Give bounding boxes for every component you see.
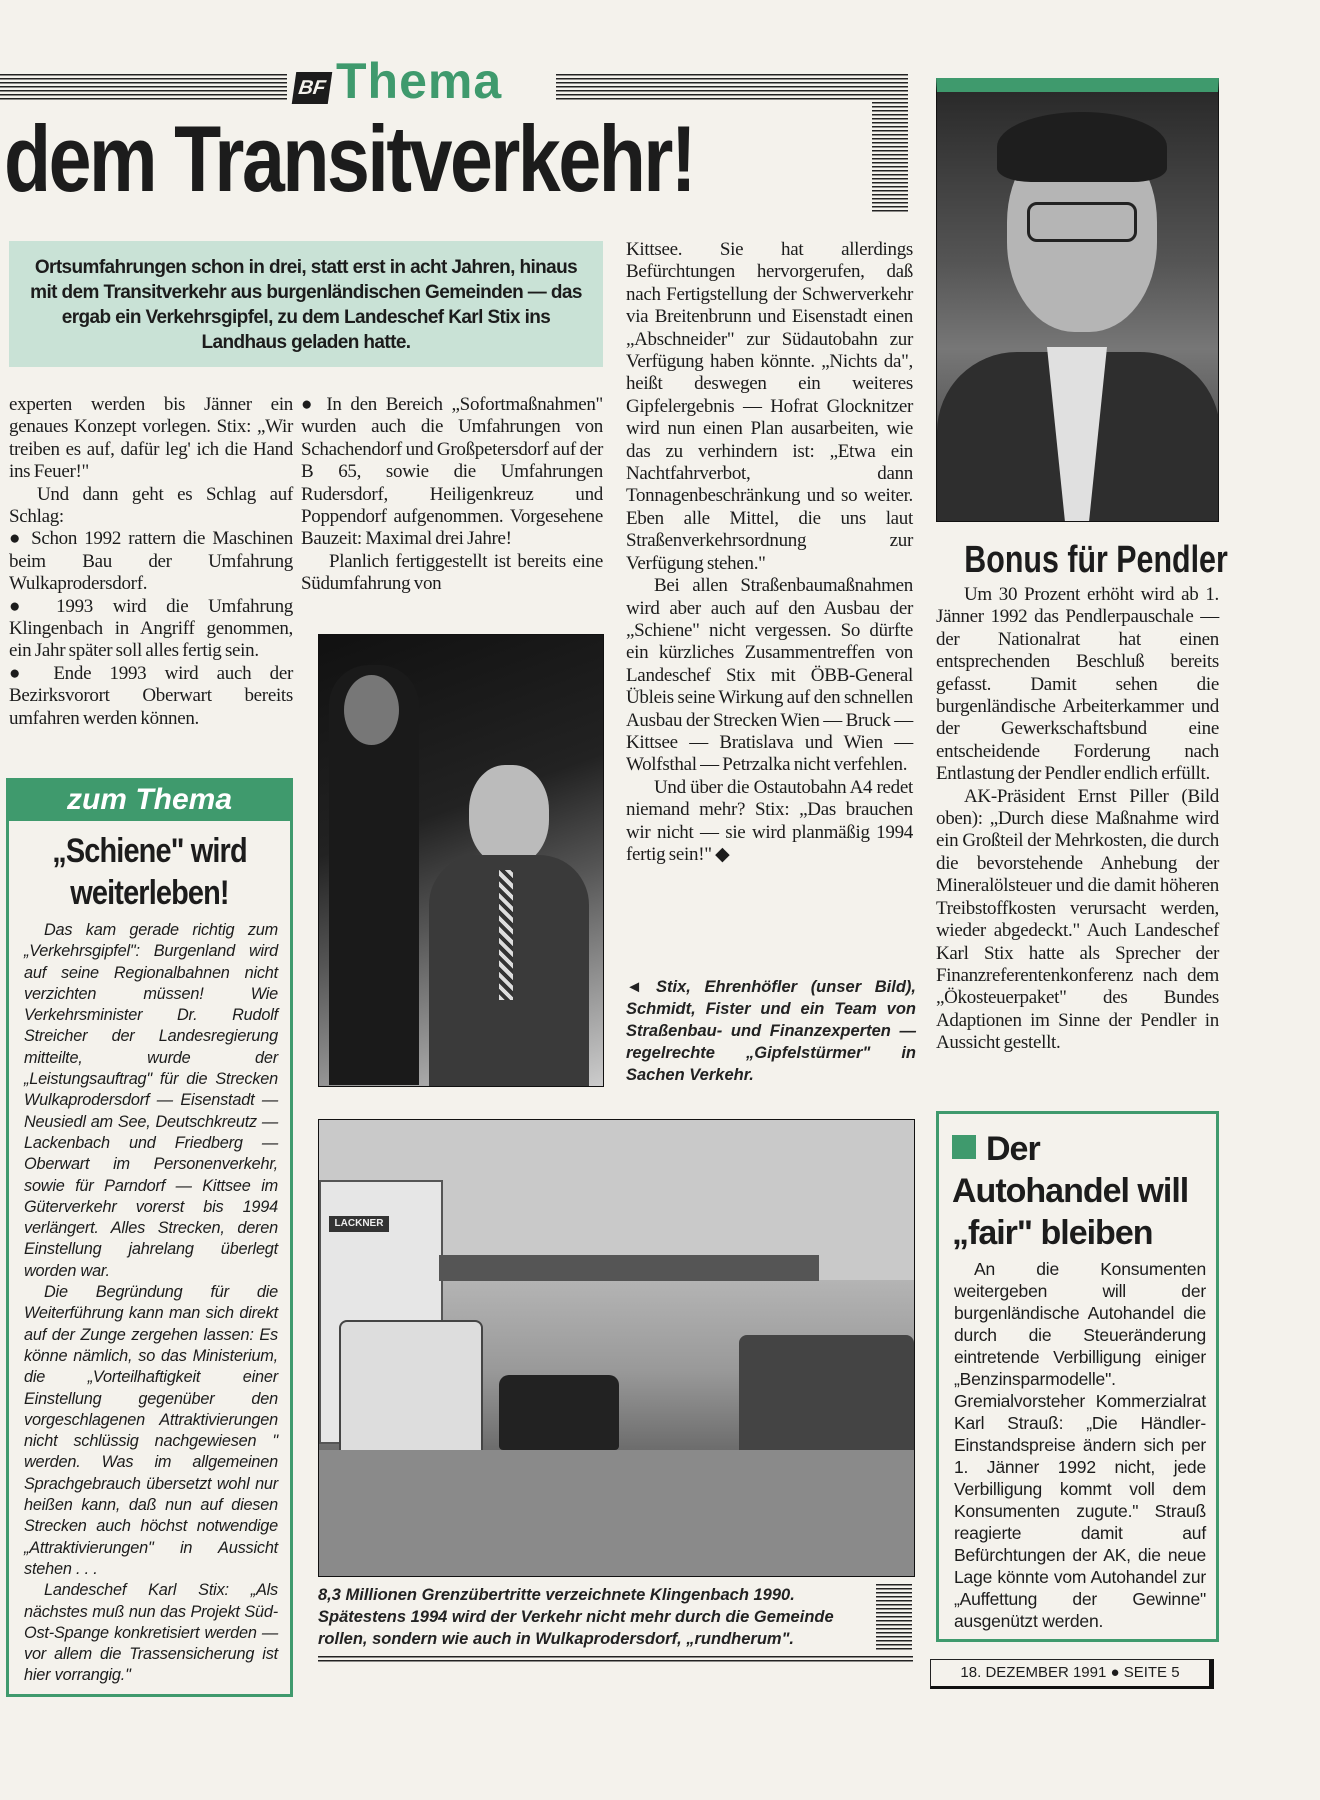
article-column-1 xyxy=(9,394,293,730)
bf-logo: BF xyxy=(292,72,332,104)
zum-thema-label: zum Thema xyxy=(6,778,293,821)
autohandel-title xyxy=(952,1128,1212,1254)
bullet-item: ● Schon 1992 rattern die Maschinen beim Bau der Umfahrung Wulkaprodersdorf. xyxy=(9,528,293,595)
autohandel-body xyxy=(954,1258,1206,1632)
section-kicker: Thema xyxy=(336,53,503,109)
paragraph: Kittsee. Sie hat allerdings Befürchtungen hervorgerufen, daß nach Fertigstellung der Schwerverkehr via Breitenbrunn und Eisenstadt einen „Abschneider" zur Südautobahn zur Verfügung haben könnte. „Nichts da", heißt deswegen ein weiteres Gipfelergebnis — Hofrat Glocknitzer wird nun einen Plan ausarbeiten, wie das zu verhindern ist: „Etwa ein Nachtfahrverbot, dann Tonnagenbeschränkung und so weiter. Eben alle Mittel, die uns laut Straßenverkehrsordnung zur Verfügung stehen." xyxy=(626,239,913,574)
zum-thema-title: „Schiene" wird weiterleben! xyxy=(52,832,247,912)
headline: dem Transitverkehr! xyxy=(4,106,695,211)
paragraph: experten werden bis Jänner ein genaues Konzept vorlegen. Stix: „Wir treiben es auf, dafür leg' ich die Hand ins Feuer!" xyxy=(9,394,293,483)
page-footer-date: 18. DEZEMBER 1991 ● SEITE 5 xyxy=(930,1659,1214,1689)
green-square-icon xyxy=(952,1135,976,1159)
paragraph: Planlich fertiggestellt ist bereits eine Südumfahrung von xyxy=(301,550,603,595)
zum-thema-body xyxy=(24,920,278,1687)
bullet-item: ● Ende 1993 wird auch der Bezirksvorort Oberwart bereits umfahren werden können. xyxy=(9,662,293,729)
autohandel-title-text: Der Autohandel will „fair" bleiben xyxy=(952,1130,1189,1252)
border-traffic-photo xyxy=(318,1119,915,1577)
kicker-rule-left xyxy=(0,74,287,102)
kicker-rule-right xyxy=(556,74,886,102)
truck-sign: LACKNER xyxy=(329,1216,389,1232)
article-column-3 xyxy=(626,239,913,866)
paragraph: Um 30 Prozent erhöht wird ab 1. Jänner 1992 das Pendlerpauschale — der Nationalrat hat einen entsprechenden Beschluß bereits gefasst. Damit sehen die burgenländische Arbeiterkammer und der Gewerkschaftsbund eine entscheidende Forderung nach Entlastung der Pendler endlich erfüllt. xyxy=(936,584,1219,785)
bonus-body xyxy=(936,584,1219,1055)
caption-rule-stripe xyxy=(876,1584,912,1650)
paragraph: Und dann geht es Schlag auf Schlag: xyxy=(9,483,293,528)
portrait-photo xyxy=(936,78,1219,522)
paragraph: Landeschef Karl Stix: „Als nächstes muß nun das Projekt Süd-Ost-Spange konkretisiert werden — vor allem die Trassensicherung ist hier vorrangig." xyxy=(24,1581,278,1685)
bonus-title: Bonus für Pendler xyxy=(964,539,1228,581)
bullet-item: ● In den Bereich „Sofortmaßnahmen" wurden auch die Umfahrungen von Schachendorf und Großpetersdorf auf der B 65, sowie die Umfahrungen Rudersdorf, Heiligenkreuz und Poppendorf aufgenommen. Vorgesehene Bauzeit: Maximal drei Jahre! xyxy=(301,394,603,550)
paragraph: AK-Präsident Ernst Piller (Bild oben): „Durch diese Maßnahme wird ein Großteil der Mehrkosten, die durch die bevorstehende Anhebung der Mineralölsteuer und die damit höheren Treibstoffkosten verursacht werden, wieder abgedeckt." Auch Landeschef Karl Stix hatte als Sprecher der Finanzreferentenkonferenz nach dem „Ökosteuerpaket" des Bundes Adaptionen im Sinne der Pendler in Aussicht gestellt. xyxy=(936,785,1219,1054)
lead-box: Ortsumfahrungen schon in drei, statt erst in acht Jahren, hinaus mit dem Transitverkehr aus burgenländischen Gemeinden — das ergab ein Verkehrsgipfel, zu dem Landeschef Karl Stix ins Landhaus geladen hatte. xyxy=(9,241,603,367)
caption-rule-bottom xyxy=(318,1656,913,1662)
kicker-rule-corner xyxy=(872,74,908,214)
photo-caption-meeting: ◄ Stix, Ehrenhöfler (unser Bild), Schmidt, Fister und ein Team von Straßenbau- und Finanzexperten — regelrechte „Gipfelstürmer" in Sachen Verkehr. xyxy=(626,978,916,1084)
paragraph: Die Begründung für die Weiterführung kann man sich direkt auf der Zunge zergehen lassen: Es könne nämlich, so das Ministerium, die „Vorteilhaftigkeit einer Einstellung gegenüber den vorgeschlagenen Attraktivierungen nicht schlüssig nachgewiesen " werden. Was im allgemeinen Sprachgebrauch übersetzt wohl nur heißen kann, daß nun auf diesen Strecken auch höchst notwendige „Attraktivierungen" in Aussicht stehen . . . xyxy=(24,1283,278,1578)
photo-caption-traffic: 8,3 Millionen Grenzübertritte verzeichnete Klingenbach 1990. Spätestens 1994 wird der Verkehr nicht mehr durch die Gemeinde rollen, sondern wie auch in Wulkaprodersdorf, „rundherum". xyxy=(318,1586,834,1648)
paragraph: Bei allen Straßenbaumaßnahmen wird aber auch auf den Ausbau der „Schiene" nicht vergessen. So dürfte ein kürzliches Zusammentreffen von Landeschef Stix mit ÖBB-General Übleis seine Wirkung auf den schnellen Ausbau der Strecken Wien — Bruck — Kittsee — Bratislava und Wien — Wolfsthal — Petrzalka nicht verfehlen. xyxy=(626,575,913,776)
article-column-2 xyxy=(301,394,603,596)
paragraph: Das kam gerade richtig zum „Verkehrsgipfel": Burgenland wird auf seine Regionalbahnen nicht verzichten müssen! Wie Verkehrsminister Dr. Rudolf Streicher der Landesregierung mitteilte, wurde der „Leistungsauftrag" für die Strecken Wulkaprodersdorf — Eisenstadt — Neusiedl am See, Deutschkreutz — Lackenbach und Friedberg — Oberwart im Personenverkehr, sowie für Parndorf — Kittsee im Güterverkehr vorerst bis 1994 verlängert. Alles Strecken, deren Einstellung jahrelang überlegt worden war. xyxy=(24,921,278,1280)
meeting-photo xyxy=(318,634,604,1087)
paragraph: Und über die Ostautobahn A4 redet niemand mehr? Stix: „Das brauchen wir nicht — sie wird planmäßig 1994 fertig sein!" ◆ xyxy=(626,776,913,865)
bullet-item: ● 1993 wird die Umfahrung Klingenbach in Angriff genommen, ein Jahr später soll alles fertig sein. xyxy=(9,595,293,662)
paragraph: An die Konsumenten weitergeben will der burgenländische Autohandel die durch die Steueränderung eintretende Verbilligung einiger „Benzinsparmodelle". Gremialvorsteher Kommerzialrat Karl Strauß: „Die Händler-Einstandspreise ändern sich per 1. Jänner 1992 nicht, jede Verbilligung kommt voll dem Konsumenten zugute." Strauß reagierte damit auf Befürchtungen der AK, die neue Lage könnte vom Autohandel zur „Auffettung der Gewinne" ausgenützt werden. xyxy=(954,1259,1206,1631)
